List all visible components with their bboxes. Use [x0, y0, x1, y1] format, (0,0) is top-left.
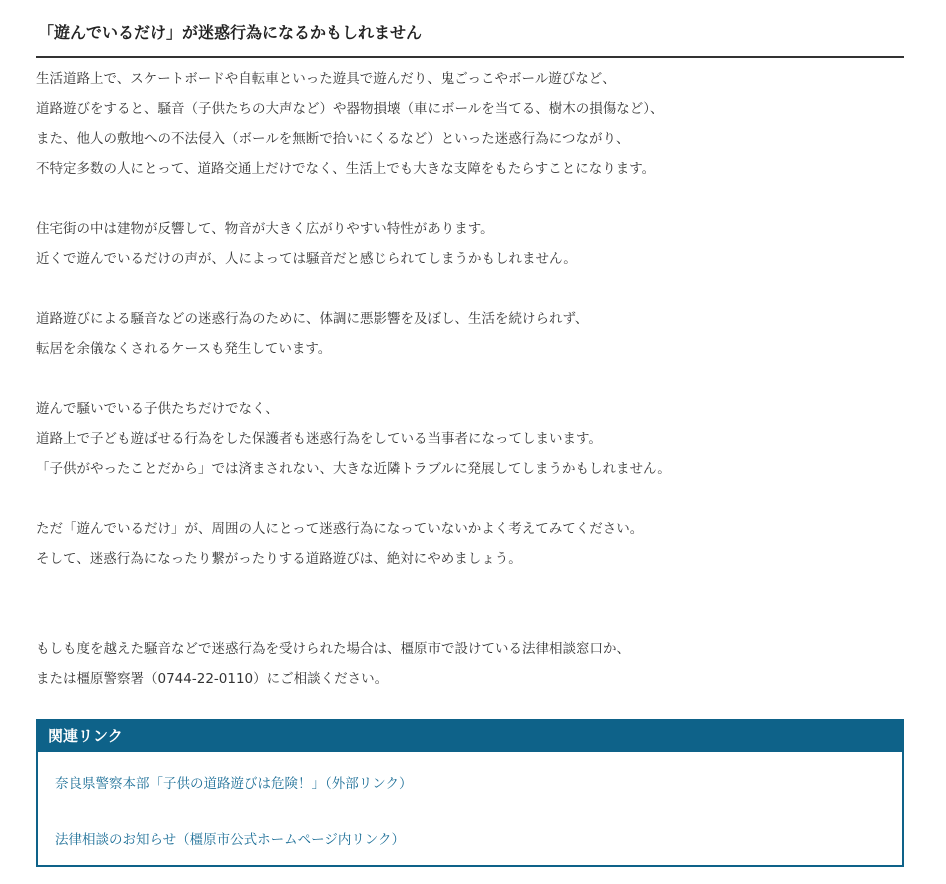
related-link-police-external[interactable]: 奈良県警察本部「子供の道路遊びは危険！」（外部リンク）: [55, 776, 413, 792]
body-line: 近くで遊んでいるだけの声が、人によっては騒音だと感じられてしまうかもしれません。: [36, 251, 577, 267]
section-heading: [36, 20, 904, 58]
body-line: または橿原警察署（0744-22-0110）にご相談ください。: [36, 671, 389, 687]
body-line: 不特定多数の人にとって、道路交通上だけでなく、生活上でも大きな支障をもたらすことになります。: [36, 161, 656, 177]
body-line: 道路遊びをすると、騒音（子供たちの大声など）や器物損壊（車にボールを当てる、樹木の損傷など）、: [36, 101, 664, 117]
body-line: そして、迷惑行為になったり繋がったりする道路遊びは、絶対にやめましょう。: [36, 551, 522, 567]
related-links-title: 関連リンク: [38, 721, 902, 752]
body-line: 道路上で子ども遊ばせる行為をした保護者も迷惑行為をしている当事者になってしまいます。: [36, 431, 602, 447]
related-link-legal-consultation[interactable]: 法律相談のお知らせ（橿原市公式ホームページ内リンク）: [55, 832, 406, 848]
paragraph-spacer: [36, 184, 916, 214]
body-line: 「子供がやったことだから」では済まされない、大きな近隣トラブルに発展してしまうかもしれません。: [36, 461, 671, 477]
body-line: 道路遊びによる騒音などの迷惑行為のために、体調に悪影響を及ぼし、生活を続けられず、: [36, 311, 589, 327]
body-line: ただ「遊んでいるだけ」が、周囲の人にとって迷惑行為になっていないかよく考えてみてください。: [36, 521, 644, 537]
paragraph-spacer: [36, 574, 916, 604]
body-line: 遊んで騒いでいる子供たちだけでなく、: [36, 401, 279, 417]
paragraph-spacer: [36, 364, 916, 394]
paragraph-spacer: [36, 604, 916, 634]
page-title: 「遊んでいるだけ」が迷惑行為になるかもしれません: [38, 23, 423, 42]
paragraph-spacer: [36, 484, 916, 514]
body-line: また、他人の敷地への不法侵入（ボールを無断で拾いにくるなど）といった迷惑行為につながり、: [36, 131, 630, 147]
body-line: もしも度を越えた騒音などで迷惑行為を受けられた場合は、橿原市で設けている法律相談窓口か、: [36, 641, 630, 657]
body-line: 生活道路上で、スケートボードや自転車といった遊具で遊んだり、鬼ごっこやボール遊びなど、: [36, 71, 616, 87]
body-line: 住宅街の中は建物が反響して、物音が大きく広がりやすい特性があります。: [36, 221, 494, 237]
body-line: 転居を余儀なくされるケースも発生しています。: [36, 341, 332, 357]
article-body: [36, 64, 916, 694]
paragraph-spacer: [36, 274, 916, 304]
related-links-box: [36, 719, 904, 867]
